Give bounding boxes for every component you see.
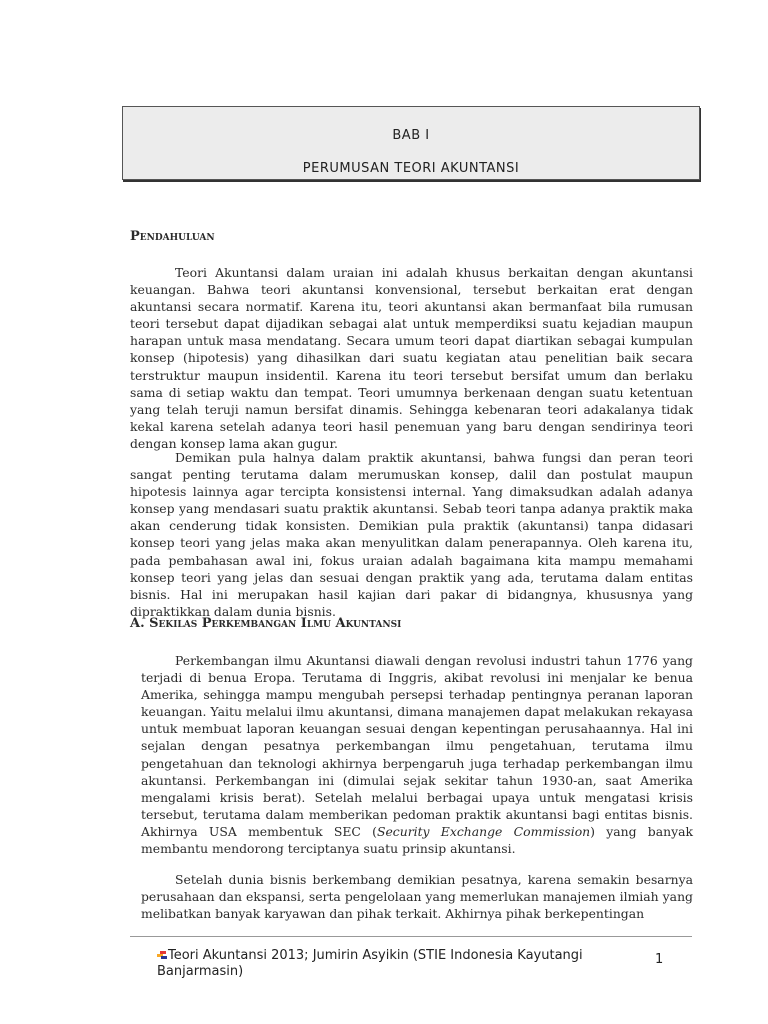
footer-divider [130, 936, 692, 937]
section-heading-pendahuluan: Pendahuluan [130, 229, 215, 244]
footer-text: Teori Akuntansi 2013; Jumirin Asyikin (STIE Indonesia Kayutangi Banjarmasin) [157, 948, 583, 979]
paragraph-3-text-b: ) yang banyak membantu mendorong terciptanya suatu prinsip akuntansi. [141, 823, 693, 857]
paragraph-3-italic: Security Exchange Commission [376, 823, 591, 839]
section-heading-a: A. Sekilas Perkembangan Ilmu Akuntansi [130, 616, 402, 631]
chapter-title-box [122, 106, 700, 180]
page-number: 1 [655, 952, 664, 967]
paragraph-2: Demikan pula halnya dalam praktik akuntansi, bahwa fungsi dan peran teori sangat penting terutama dalam merumuskan konsep, dalil dan postulat maupun hipotesis lainnya agar tercipta konsistensi internal. Yang dimaksudkan adalah adanya konsep yang mendasari suatu praktik akuntansi. Sebab teori tanpa adanya praktik maka akan cenderung tidak konsisten. Demikian pula praktik (akuntansi) tanpa didasari konsep teori yang jelas maka akan menyulitkan dalam penerapannya. Oleh karena itu, pada pembahasan awal ini, fokus uraian adalah bagaimana kita mampu memahami konsep teori yang jelas dan sesuai dengan praktik yang ada, terutama dalam entitas bisnis. Hal ini merupakan hasil kajian dari pakar di bidangnya, khususnya yang dipraktikkan dalam dunia bisnis. [130, 450, 693, 619]
paragraph-1: Teori Akuntansi dalam uraian ini adalah khusus berkaitan dengan akuntansi keuangan. Bahwa teori akuntansi konvensional, tersebut berkaitan erat dengan akuntansi secara normatif. Karena itu, teori akuntansi akan bermanfaat bila rumusan teori tersebut dapat dijadikan sebagai alat untuk memperdiksi suatu kejadian maupun harapan untuk masa mendatang. Secara umum teori dapat diartikan sebagai kumpulan konsep (hipotesis) yang dihasilkan dari suatu kegiatan atau penelitian baik secara terstruktur maupun insidentil. Karena itu teori tersebut bersifat umum dan berlaku sama di setiap waktu dan tempat. Teori umumnya berkenaan dengan suatu ketentuan yang telah teruji namun bersifat dinamis. Sehingga kebenaran teori adakalanya tidak kekal karena setelah adanya teori hasil penemuan yang baru dengan sendirinya teori dengan konsep lama akan gugur. [130, 265, 693, 451]
footer-logo-icon [157, 951, 167, 959]
paragraph-4: Setelah dunia bisnis berkembang demikian pesatnya, karena semakin besarnya perusahaan dan ekspansi, serta pengelolaan yang memerlukan manajemen ilmiah yang melibatkan banyak karyawan dan pihak terkait. Akhirnya pihak berkepentingan [141, 872, 693, 922]
chapter-title: PERUMUSAN TEORI AKUNTANSI [302, 161, 520, 176]
paragraph-3 [141, 652, 693, 857]
chapter-label: BAB I [392, 128, 430, 143]
paragraph-3-text-a: Perkembangan ilmu Akuntansi diawali dengan revolusi industri tahun 1776 yang terjadi di benua Eropa. Terutama di Inggris, akibat revolusi ini menjalar ke benua Amerika, sehingga mampu mengubah persepsi terhadap pentingnya peranan laporan keuangan. Yaitu melalui ilmu akuntansi, dimana manajemen dapat melakukan rekayasa untuk membuat laporan keuangan sesuai dengan kepentingan perusahaannya. Hal ini sejalan dengan pesatnya perkembangan ilmu pengetahuan, terutama ilmu pengetahuan dan teknologi akhirnya berpengaruh juga terhadap perkembangan ilmu akuntansi. Perkembangan ini (dimulai sejak sekitar tahun 1930-an, saat Amerika mengalami krisis berat). Setelah melalui berbagai upaya untuk mengatasi krisis tersebut, terutama dalam memberikan pedoman praktik akuntansi bagi entitas bisnis. Akhirnya USA membentuk SEC ( [141, 653, 693, 839]
footer [157, 948, 627, 980]
